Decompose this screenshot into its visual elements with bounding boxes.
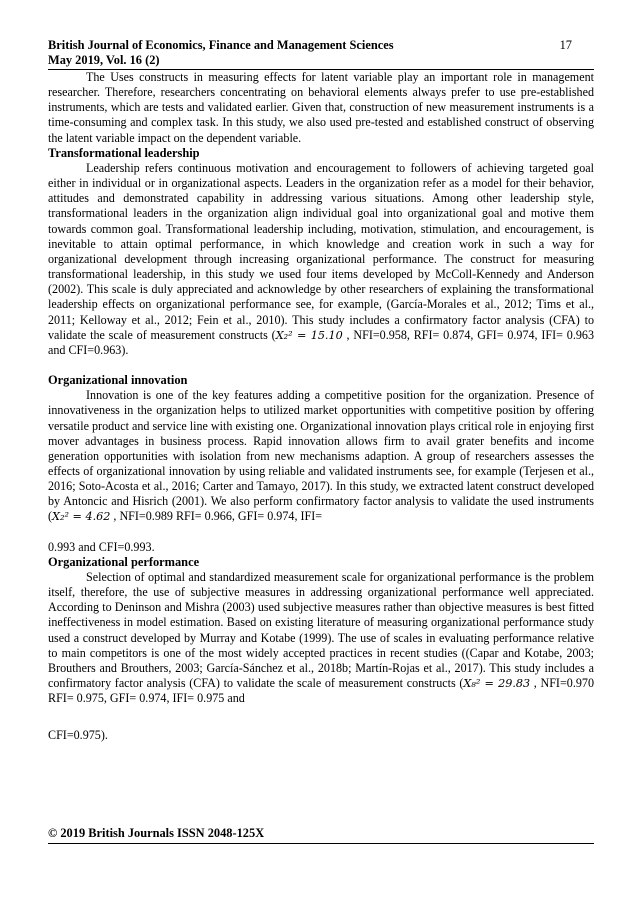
performance-fit-indices: , NFI=0.970 RFI= 0.975, GFI= 0.974, IFI= 0.975 and xyxy=(48,676,594,706)
copyright-notice: © 2019 British Journals ISSN 2048-125X xyxy=(48,826,265,840)
innovation-text: Innovation is one of the key features adding a competitive position for the organization. Presence of innovativeness in the organization helps to utilized market opportunities with competitive position by offering versatile product and service line with existing one. Organizational innovation plays critical role in enjoying first mover advantages in business process. Rapid innovation allows firm to avail grater benefits and income generation opportunities with isolation from new mechanisms adaption. A group of researchers assesses the effects of organizational innovation by using reliable and validated instruments see, for example (Terjesen et al., 2016; Soto-Acosta et al., 2016; Carter and Tamayo, 2017). In this study, we extracted latent construct developed by Antoncic and Hisrich (2001). We also perform confirmatory factor analysis to validate the used instruments ( xyxy=(48,388,594,524)
running-header xyxy=(48,38,594,68)
page-number: 17 xyxy=(559,38,572,52)
section-spacer xyxy=(48,358,594,373)
equation-gap xyxy=(48,706,594,728)
performance-chi-square: X₈² = 29.83 xyxy=(463,677,531,691)
page-footer xyxy=(48,826,594,844)
innovation-fit-tail: 0.993 and CFI=0.993. xyxy=(48,539,155,554)
leadership-text: Leadership refers continuous motivation and encouragement to followers of achieving targeted goal either in individual or in organizational aspects. Leaders in the organization refer as a model for their behavior, attitudes and demonstrated capability in addressing various situations. Among other leadership style, transformational leaders in the organization align individual goal into organizational goal and motive them towards common goal. Transformational leadership including, motivation, stimulation, and encouragement, is inevitable to attain optimal performance, in which knowledge and creation work in such a way for organizational development through increasing organizational performance. The construct for measuring transformational leadership, in this study we used four items developed by McColl-Kennedy and Anderson (2002). This scale is duly appreciated and acknowledge by other researchers of explaining the transformational leadership effects on organizational performance see, for example, (García-Morales et al., 2012; Tims et al., 2011; Kelloway et al., 2012; Fein et al., 2010). This study includes a confirmatory factor analysis (CFA) to validate the scale of measurement constructs ( xyxy=(48,160,594,342)
innovation-chi-square: X₂² = 4.62 xyxy=(52,510,111,524)
innovation-fit-indices: , NFI=0.989 RFI= 0.966, GFI= 0.974, IFI= xyxy=(110,509,323,524)
issue-info: May 2019, Vol. 16 (2) xyxy=(48,53,160,67)
intro-paragraph: The Uses constructs in measuring effects for latent variable play an important role in management researcher. Therefore, researchers concentrating on behavioral elements always prefer to use pre-established instruments, which are tests and validated earlier. Given that, construction of new measurement instruments is a time-consuming and complex task. In this study, we also used pre-tested and established construct of observing the latent variable impact on the dependent variable. xyxy=(48,70,594,145)
innovation-paragraph xyxy=(48,388,594,524)
leadership-paragraph xyxy=(48,161,594,358)
performance-text: Selection of optimal and standardized measurement scale for organizational performance is the problem itself, therefore, the use of subjective measures in addressing organizational performance well appreciated. According to Deninson and Mishra (2003) used subjective measures rather than objective measures is best fitted ineffectiveness in model estimation. Based on existing literature of measuring organizational performance study used a construct developed by Murray and Kotabe (1999). The use of scales in evaluating performance relative to main competitors is one of the most widely accepted practices in recent studies ((Capar and Kotabe, 2003; Brouthers and Brouthers, 2003; García-Sánchez et al., 2018b; Martín-Rojas et al., 2017). This study includes a confirmatory factor analysis (CFA) to validate the scale of measurement constructs ( xyxy=(48,569,594,691)
journal-page xyxy=(48,38,594,744)
performance-fit-tail: CFI=0.975). xyxy=(48,728,108,743)
section-heading-leadership: Transformational leadership xyxy=(48,145,200,160)
footer-rule xyxy=(48,843,594,844)
performance-paragraph xyxy=(48,570,594,706)
journal-title: British Journal of Economics, Finance and Management Sciences xyxy=(48,38,394,52)
section-heading-innovation: Organizational innovation xyxy=(48,373,188,388)
leadership-fit-indices: , NFI=0.958, RFI= 0.874, GFI= 0.974, IFI= 0.963 and CFI=0.963). xyxy=(48,327,595,357)
article-body xyxy=(48,70,594,744)
leadership-chi-square: X₂² = 15.10 xyxy=(275,328,343,342)
equation-gap xyxy=(48,525,594,540)
section-heading-performance: Organizational performance xyxy=(48,554,200,569)
